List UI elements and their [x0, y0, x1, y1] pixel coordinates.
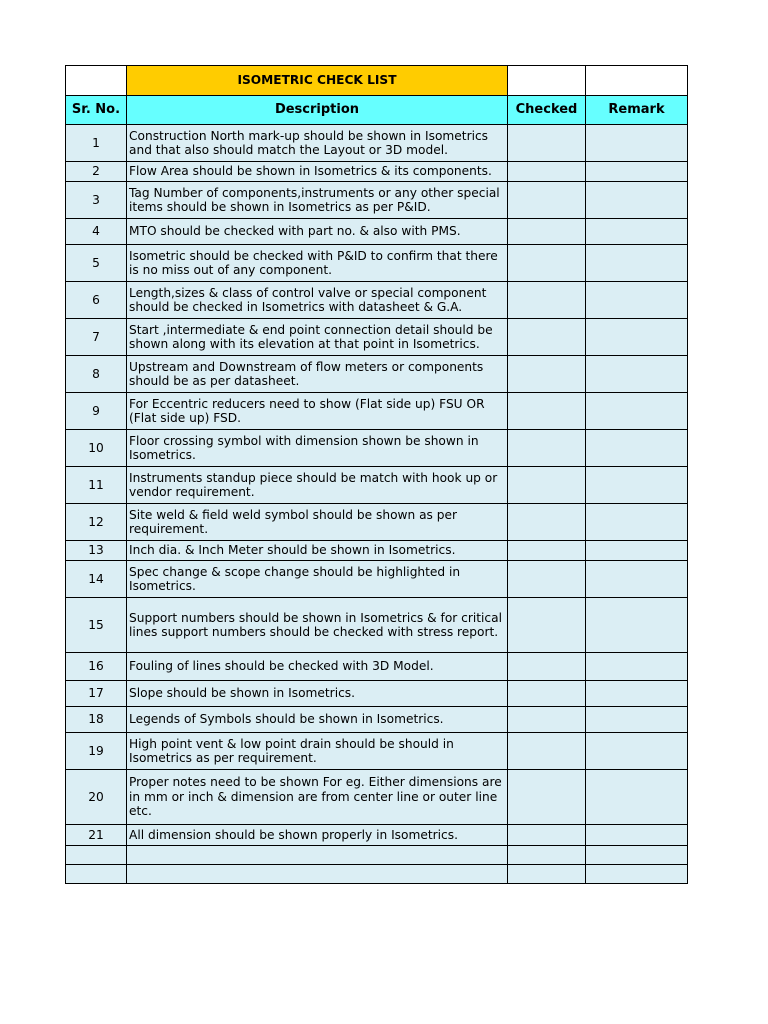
sr-no-cell: 19	[66, 733, 127, 770]
remark-cell[interactable]	[586, 219, 688, 245]
table-row	[66, 504, 688, 541]
header-remark: Remark	[586, 96, 688, 125]
description-cell: Instruments standup piece should be match with hook up or vendor requirement.	[127, 467, 508, 504]
table-row	[66, 467, 688, 504]
remark-cell[interactable]	[586, 561, 688, 598]
remark-cell[interactable]	[586, 125, 688, 162]
table-row	[66, 282, 688, 319]
title-row	[66, 66, 688, 96]
description-cell: High point vent & low point drain should be should in Isometrics as per requirement.	[127, 733, 508, 770]
checked-cell[interactable]	[508, 430, 586, 467]
description-cell: Start ,intermediate & end point connection detail should be shown along with its elevation at that point in Isometrics.	[127, 319, 508, 356]
remark-cell[interactable]	[586, 393, 688, 430]
description-cell: Flow Area should be shown in Isometrics & its components.	[127, 162, 508, 182]
description-cell	[127, 846, 508, 865]
remark-cell[interactable]	[586, 162, 688, 182]
title-blank-cell	[586, 66, 688, 96]
description-cell: Site weld & field weld symbol should be shown as per requirement.	[127, 504, 508, 541]
table-row	[66, 356, 688, 393]
checked-cell[interactable]	[508, 282, 586, 319]
checked-cell[interactable]	[508, 598, 586, 653]
remark-cell[interactable]	[586, 467, 688, 504]
remark-cell[interactable]	[586, 356, 688, 393]
sr-no-cell: 16	[66, 653, 127, 681]
sr-no-cell: 6	[66, 282, 127, 319]
header-sr-no: Sr. No.	[66, 96, 127, 125]
checked-cell[interactable]	[508, 707, 586, 733]
checked-cell[interactable]	[508, 561, 586, 598]
sr-no-cell	[66, 846, 127, 865]
sr-no-cell: 21	[66, 825, 127, 846]
checked-cell[interactable]	[508, 846, 586, 865]
sr-no-cell: 3	[66, 182, 127, 219]
checked-cell[interactable]	[508, 245, 586, 282]
remark-cell[interactable]	[586, 733, 688, 770]
description-cell: Isometric should be checked with P&ID to confirm that there is no miss out of any component.	[127, 245, 508, 282]
checked-cell[interactable]	[508, 219, 586, 245]
checked-cell[interactable]	[508, 125, 586, 162]
sr-no-cell: 11	[66, 467, 127, 504]
description-cell: MTO should be checked with part no. & also with PMS.	[127, 219, 508, 245]
remark-cell[interactable]	[586, 504, 688, 541]
sr-no-cell: 17	[66, 681, 127, 707]
checked-cell[interactable]	[508, 681, 586, 707]
header-checked: Checked	[508, 96, 586, 125]
remark-cell[interactable]	[586, 541, 688, 561]
table-row	[66, 182, 688, 219]
description-cell	[127, 865, 508, 884]
table-row	[66, 770, 688, 825]
sr-no-cell: 13	[66, 541, 127, 561]
remark-cell[interactable]	[586, 865, 688, 884]
sr-no-cell: 20	[66, 770, 127, 825]
description-cell: Fouling of lines should be checked with 3D Model.	[127, 653, 508, 681]
description-cell: Legends of Symbols should be shown in Isometrics.	[127, 707, 508, 733]
checklist-title: ISOMETRIC CHECK LIST	[127, 66, 508, 96]
remark-cell[interactable]	[586, 182, 688, 219]
checklist-rows	[66, 125, 688, 884]
table-row	[66, 561, 688, 598]
table-row	[66, 707, 688, 733]
sr-no-cell: 18	[66, 707, 127, 733]
table-row	[66, 825, 688, 846]
description-cell: For Eccentric reducers need to show (Flat side up) FSU OR (Flat side up) FSD.	[127, 393, 508, 430]
checklist-table	[65, 65, 688, 884]
checked-cell[interactable]	[508, 467, 586, 504]
sr-no-cell: 12	[66, 504, 127, 541]
checked-cell[interactable]	[508, 162, 586, 182]
header-row	[66, 96, 688, 125]
description-cell: Upstream and Downstream of flow meters or components should be as per datasheet.	[127, 356, 508, 393]
description-cell: Slope should be shown in Isometrics.	[127, 681, 508, 707]
sr-no-cell: 14	[66, 561, 127, 598]
sr-no-cell: 4	[66, 219, 127, 245]
table-row	[66, 865, 688, 884]
sr-no-cell: 5	[66, 245, 127, 282]
checked-cell[interactable]	[508, 770, 586, 825]
remark-cell[interactable]	[586, 707, 688, 733]
remark-cell[interactable]	[586, 653, 688, 681]
sr-no-cell: 7	[66, 319, 127, 356]
table-row	[66, 430, 688, 467]
checked-cell[interactable]	[508, 319, 586, 356]
table-row	[66, 393, 688, 430]
checked-cell[interactable]	[508, 541, 586, 561]
checked-cell[interactable]	[508, 182, 586, 219]
table-row	[66, 598, 688, 653]
table-row	[66, 681, 688, 707]
checked-cell[interactable]	[508, 356, 586, 393]
checked-cell[interactable]	[508, 653, 586, 681]
remark-cell[interactable]	[586, 681, 688, 707]
remark-cell[interactable]	[586, 770, 688, 825]
remark-cell[interactable]	[586, 282, 688, 319]
table-row	[66, 541, 688, 561]
checked-cell[interactable]	[508, 504, 586, 541]
sr-no-cell: 8	[66, 356, 127, 393]
sr-no-cell: 10	[66, 430, 127, 467]
description-cell: All dimension should be shown properly in Isometrics.	[127, 825, 508, 846]
remark-cell[interactable]	[586, 846, 688, 865]
sr-no-cell: 1	[66, 125, 127, 162]
description-cell: Proper notes need to be shown For eg. Either dimensions are in mm or inch & dimension are from center line or outer line etc.	[127, 770, 508, 825]
table-row	[66, 219, 688, 245]
description-cell: Spec change & scope change should be highlighted in Isometrics.	[127, 561, 508, 598]
sr-no-cell	[66, 865, 127, 884]
description-cell: Floor crossing symbol with dimension shown be shown in Isometrics.	[127, 430, 508, 467]
title-blank-cell	[508, 66, 586, 96]
table-row	[66, 653, 688, 681]
remark-cell[interactable]	[586, 245, 688, 282]
table-row	[66, 846, 688, 865]
remark-cell[interactable]	[586, 430, 688, 467]
table-row	[66, 162, 688, 182]
description-cell: Tag Number of components,instruments or any other special items should be shown in Isometrics as per P&ID.	[127, 182, 508, 219]
table-row	[66, 125, 688, 162]
description-cell: Length,sizes & class of control valve or special component should be checked in Isometrics with datasheet & G.A.	[127, 282, 508, 319]
remark-cell[interactable]	[586, 825, 688, 846]
table-row	[66, 319, 688, 356]
table-row	[66, 733, 688, 770]
sr-no-cell: 15	[66, 598, 127, 653]
description-cell: Construction North mark-up should be shown in Isometrics and that also should match the Layout or 3D model.	[127, 125, 508, 162]
checked-cell[interactable]	[508, 865, 586, 884]
checked-cell[interactable]	[508, 825, 586, 846]
sr-no-cell: 9	[66, 393, 127, 430]
description-cell: Support numbers should be shown in Isometrics & for critical lines support numbers should be checked with stress report.	[127, 598, 508, 653]
remark-cell[interactable]	[586, 319, 688, 356]
title-blank-cell	[66, 66, 127, 96]
header-description: Description	[127, 96, 508, 125]
table-row	[66, 245, 688, 282]
checked-cell[interactable]	[508, 393, 586, 430]
checked-cell[interactable]	[508, 733, 586, 770]
remark-cell[interactable]	[586, 598, 688, 653]
description-cell: Inch dia. & Inch Meter should be shown in Isometrics.	[127, 541, 508, 561]
sr-no-cell: 2	[66, 162, 127, 182]
